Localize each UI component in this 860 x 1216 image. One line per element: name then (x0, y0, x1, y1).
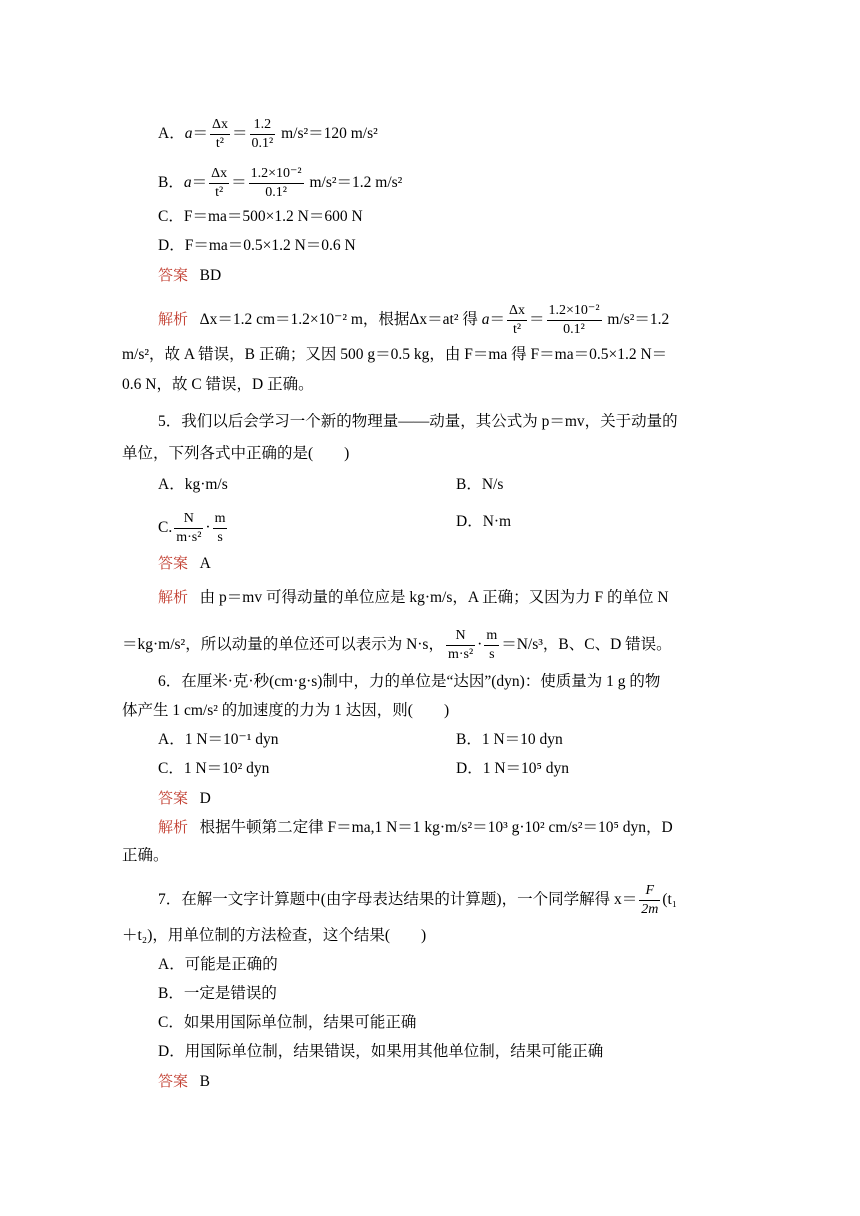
numerator: Δx (210, 118, 230, 135)
numerator: m (484, 629, 499, 646)
q4-answer (158, 265, 221, 286)
fraction-n-ms2 (446, 629, 475, 662)
denominator: s (217, 530, 223, 545)
analysis-label: 解析 (158, 588, 189, 606)
numerator: Δx (209, 167, 229, 184)
numerator: N (446, 629, 475, 646)
q7-option-d: D．用国际单位制，结果错误，如果用其他单位制，结果可能正确 (158, 1043, 604, 1060)
option-label: A． (158, 125, 185, 143)
q4-option-a: A．a＝ $\frac{\Delta x}{\text{t²}}$ ＝ $\frac{1.2}{\text{0.1²}}$ m/s²＝120 m/s² (158, 117, 378, 151)
denominator: m·s² (447, 647, 474, 662)
analysis-text: ＝kg·m/s²，所以动量的单位还可以表示为 N·s， (122, 636, 444, 654)
q5-analysis-line-2: ＝kg·m/s²，所以动量的单位还可以表示为 N·s， $\frac{N}{\text{m·s²}}$ · $\frac{m}{s}$ ＝N/s³，B、C、D 错误。 (122, 628, 672, 662)
analysis-text: m/s²＝1.2 (607, 311, 670, 329)
q5-answer (158, 553, 211, 574)
denominator: 0.1² (265, 185, 287, 200)
denominator: s (489, 647, 495, 662)
fraction-dx-t2 (209, 167, 229, 200)
numerator: 1.2×10⁻² (547, 304, 602, 321)
q5-option-d: D．N·m (456, 513, 512, 530)
fraction-values (249, 167, 304, 200)
q7-option-c: C．如果用国际单位制，结果可能正确 (158, 1014, 417, 1031)
denominator: m·s² (176, 530, 202, 545)
analysis-label: 解析 (158, 818, 189, 836)
numerator: F (639, 884, 660, 901)
fraction-values (250, 118, 276, 151)
answer-value: B (199, 1073, 210, 1090)
q4-analysis-line-1: 解析 Δx＝1.2 cm＝1.2×10⁻² m，根据Δx＝at² 得 a＝ $\frac{\Delta x}{\text{t²}}$ ＝ $\frac{\text{1.2×10⁻²}}{\text{0.1²}}$ m/s²＝1.2 (158, 303, 670, 337)
fraction-n-ms2 (174, 512, 203, 545)
answer-label: 答案 (158, 1072, 189, 1090)
numerator: N (174, 512, 203, 529)
q5-stem-line-1: 5．我们以后会学习一个新的物理量——动量，其公式为 p＝mv，关于动量的 (158, 413, 678, 430)
numerator: Δx (507, 304, 527, 321)
q6-option-b: B．1 N＝10 dyn (456, 731, 563, 748)
analysis-text: Δx＝1.2 cm＝1.2×10⁻² m，根据Δx＝at² 得 (199, 311, 478, 329)
var-a: a (184, 125, 193, 143)
q6-analysis-line-1 (158, 817, 673, 838)
answer-value: BD (199, 267, 222, 284)
analysis-text: 由 p＝mv 可得动量的单位应是 kg·m/s，A 正确；又因为力 F 的单位 N (199, 589, 669, 606)
q6-option-a: A．1 N＝10⁻¹ dyn (158, 731, 279, 748)
fraction-values (547, 304, 602, 337)
denominator: t² (512, 322, 522, 337)
answer-value: A (199, 555, 211, 572)
q5-analysis-line-1 (158, 587, 669, 608)
option-label: C. (158, 519, 173, 537)
q6-stem-line-1: 6．在厘米·克·秒(cm·g·s)制中，力的单位是“达因”(dyn)：使质量为 1 g 的物 (158, 673, 661, 690)
fraction-dx-t2 (210, 118, 230, 151)
q4-option-d: D．F＝ma＝0.5×1.2 N＝0.6 N (158, 237, 356, 254)
denominator: t² (215, 136, 225, 151)
fraction-dx-t2 (507, 304, 527, 337)
option-a-result: m/s²＝120 m/s² (281, 125, 378, 143)
q7-stem-line-1 (158, 884, 677, 917)
q6-option-d: D．1 N＝10⁵ dyn (456, 760, 570, 777)
q7-option-b: B．一定是错误的 (158, 985, 277, 1002)
fraction-m-s (213, 512, 228, 545)
numerator: 1.2×10⁻² (249, 167, 304, 184)
option-label: B． (158, 174, 184, 192)
var-a: a (481, 311, 490, 329)
analysis-text: 根据牛顿第二定律 F＝ma,1 N＝1 kg·m/s²＝10³ g·10² cm/s²＝10⁵ dyn，D (199, 819, 673, 836)
denominator: 0.1² (563, 322, 585, 337)
fraction-f-2m (639, 884, 660, 917)
option-b-result: m/s²＝1.2 m/s² (309, 174, 403, 192)
answer-label: 答案 (158, 554, 189, 572)
denominator: 2m (641, 902, 659, 917)
answer-value: D (199, 790, 211, 807)
stem-text: (t₁ (662, 891, 678, 909)
q7-answer (158, 1071, 210, 1092)
q4-option-c: C．F＝ma＝500×1.2 N＝600 N (158, 208, 363, 225)
q6-option-c: C．1 N＝10² dyn (158, 760, 270, 777)
analysis-label: 解析 (158, 310, 189, 329)
stem-text: 7．在解一文字计算题中(由字母表达结果的计算题)，一个同学解得 x＝ (158, 891, 638, 909)
q5-option-a: A．kg·m/s (158, 476, 228, 493)
analysis-text: ＝N/s³，B、C、D 错误。 (501, 636, 672, 654)
answer-label: 答案 (158, 266, 189, 284)
answer-label: 答案 (158, 789, 189, 807)
q5-stem-line-2: 单位，下列各式中正确的是( ) (122, 445, 350, 462)
q4-analysis-line-3: 0.6 N，故 C 错误，D 正确。 (122, 376, 314, 393)
q6-answer (158, 788, 211, 809)
numerator: m (213, 512, 228, 529)
q5-option-b: B．N/s (456, 476, 504, 493)
q5-option-c: C. $\frac{N}{\text{m·s²}}$ · $\frac{m}{s}$ (158, 511, 226, 545)
q4-analysis-line-2: m/s²，故 A 错误，B 正确；又因 500 g＝0.5 kg，由 F＝ma 得 F＝ma＝0.5×1.2 N＝ (122, 346, 668, 363)
fraction-m-s (484, 629, 499, 662)
q6-analysis-line-2: 正确。 (122, 847, 169, 864)
denominator: 0.1² (251, 136, 274, 151)
numerator: 1.2 (250, 118, 276, 135)
q6-stem-line-2: 体产生 1 cm/s² 的加速度的力为 1 达因，则( ) (122, 702, 450, 719)
q7-option-a: A．可能是正确的 (158, 956, 278, 973)
q7-stem-line-2: ＋t₂)，用单位制的方法检查，这个结果( ) (122, 927, 427, 944)
q4-option-b: B．a＝ $\frac{\Delta x}{\text{t²}}$ ＝ $\frac{\text{1.2×10⁻²}}{\text{0.1²}}$ m/s²＝1.2 m/s² (158, 166, 403, 200)
var-a: a (183, 174, 192, 192)
denominator: t² (215, 185, 224, 200)
